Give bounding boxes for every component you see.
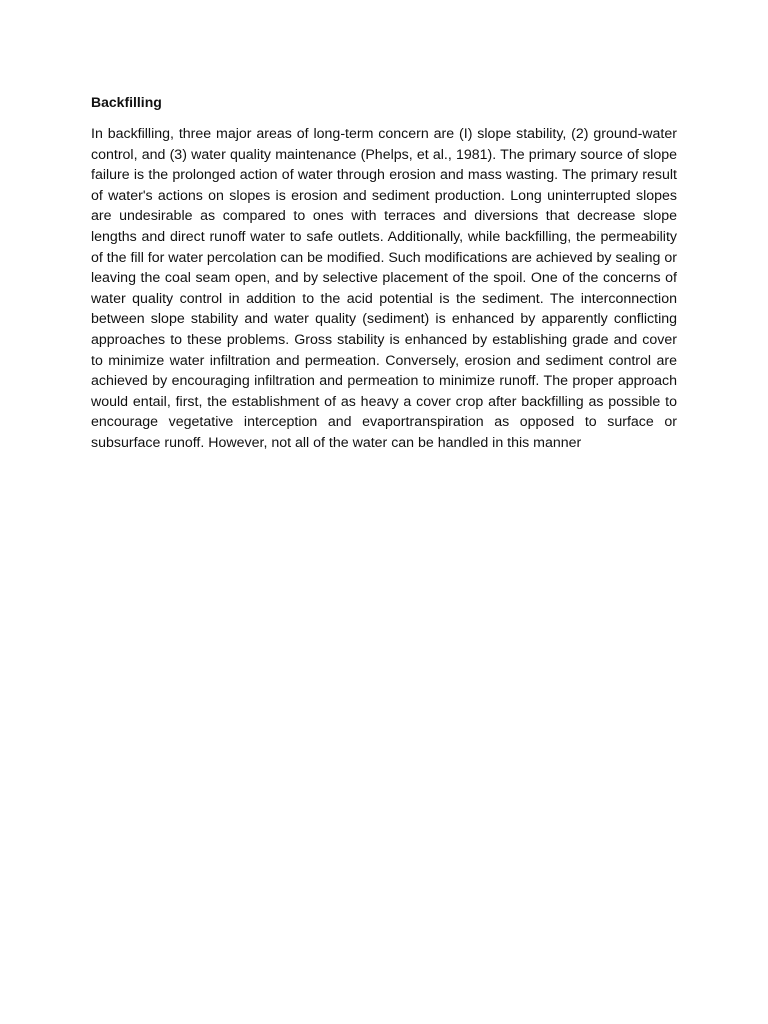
body-paragraph: In backfilling, three major areas of long-term concern are (I) slope stability, (2) ground-water control, and (3) water quality maintenance (Phelps, et al., 1981). The primary source of slope failure is the prolonged action of water through erosion and mass wasting. The primary result of water's actions on slopes is erosion and sediment production. Long uninterrupted slopes are undesirable as compared to ones with terraces and diversions that decrease slope lengths and direct runoff water to safe outlets. Additionally, while backfilling, the permeability of the fill for water percolation can be modified. Such modifications are achieved by sealing or leaving the coal seam open, and by selective placement of the spoil. One of the concerns of water quality control in addition to the acid potential is the sediment. The interconnection between slope stability and water quality (sediment) is enhanced by apparently conflicting approaches to these problems. Gross stability is enhanced by establishing grade and cover to minimize water infiltration and permeation. Conversely, erosion and sediment control are achieved by encouraging infiltration and permeation to minimize runoff. The proper approach would entail, first, the establishment of as heavy a cover crop after backfilling as possible to encourage vegetative interception and evaportranspiration as opposed to surface or subsurface runoff. However, not all of the water can be handled in this manner: [91, 126, 677, 451]
document-body: [91, 93, 677, 454]
section-heading: Backfilling: [91, 94, 162, 110]
